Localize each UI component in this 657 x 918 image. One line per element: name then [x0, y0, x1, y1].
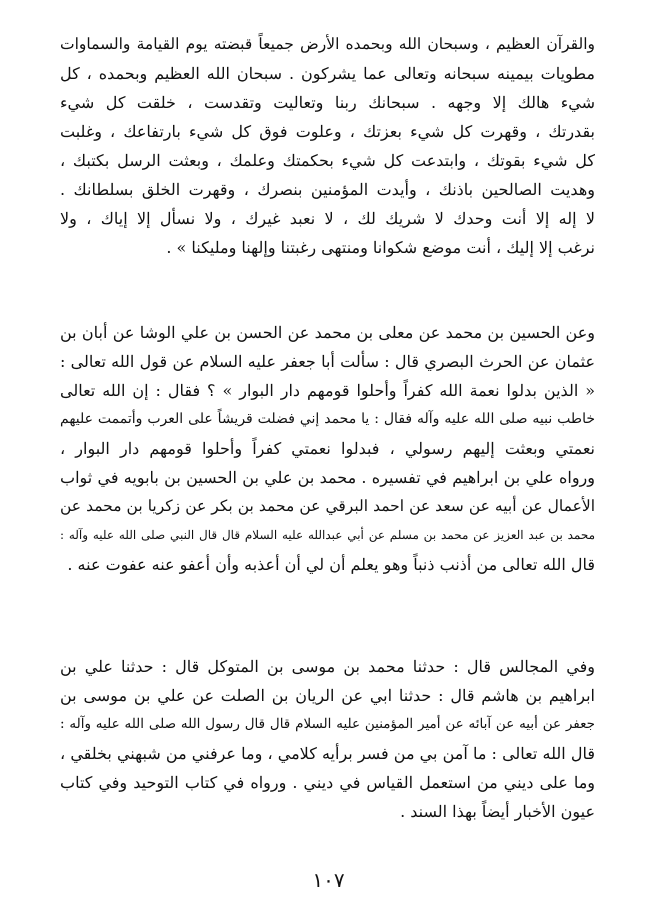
- paragraph-2: [60, 318, 595, 579]
- text-line: عثمان عن الحرث البصري قال : سألت أبا جعفر عليه السلام عن قول الله تعالى :: [60, 352, 595, 371]
- text-line: ابراهيم بن هاشم قال : حدثنا ابي عن الريان بن الصلت عن علي بن موسى بن: [60, 686, 595, 705]
- text-line: نرغب إلا إليك ، أنت موضع شكوانا ومنتهى رغبتنا وإلهنا ومليكنا » .: [166, 238, 595, 257]
- text-line: كل شيء بقوتك ، وابتدعت كل شيء بحكمتك وعلمك ، وبعثت الرسل بكتبك ،: [60, 151, 595, 170]
- page-number: ١٠٧: [312, 868, 345, 892]
- text-line: والقرآن العظيم ، وسبحان الله وبحمده الأرض جميعاً قبضته يوم القيامة والسماوات: [60, 35, 595, 53]
- text-line: قال الله تعالى من أذنب ذنباً وهو يعلم أن لي أن أعذبه وأن أعفو عنه عفوت عنه .: [67, 555, 595, 574]
- text-line: « الذين بدلوا نعمة الله كفراً وأحلوا قومهم دار البوار » ؟ فقال : إن الله تعالى: [60, 381, 595, 400]
- text-line: نعمتي وبعثت إليهم رسولي ، فبدلوا نعمتي كفراً وأحلوا قومهم دار البوار ،: [60, 439, 595, 458]
- text-line: بقدرتك ، وقهرت كل شيء بعزتك ، وعلوت فوق كل شيء بارتفاعك ، وغلبت: [60, 122, 595, 141]
- text-line: عيون الأخبار أيضاً بهذا السند .: [400, 802, 595, 821]
- text-line: خاطب نبيه صلى الله عليه وآله فقال : يا محمد إني فضلت قريشاً على العرب وأتممت عليهم: [60, 411, 595, 427]
- text-line: وهديت الصالحين باذنك ، وأيدت المؤمنين بنصرك ، وقهرت الخلق بسلطانك .: [60, 180, 595, 199]
- text-line: وعن الحسين بن محمد عن معلى بن محمد عن الحسن بن علي الوشا عن أبان بن: [60, 323, 595, 342]
- text-line: وفي المجالس قال : حدثنا محمد بن موسى بن المتوكل قال : حدثنا علي بن: [60, 657, 595, 676]
- text-line: محمد بن عبد العزيز عن محمد بن مسلم عن أبي عبدالله عليه السلام قال قال النبي صلى الله عليه وآله :: [60, 528, 595, 542]
- text-line: وما على ديني من استعمل القياس في ديني . ورواه في كتاب التوحيد وفي كتاب: [60, 773, 595, 792]
- text-line: شيء هالك إلا وجهه . سبحانك ربنا وتعاليت وتقدست ، خلقت كل شيء: [60, 93, 595, 112]
- text-line: الأعمال عن أبيه عن سعد عن احمد البرقي عن محمد بن بكر عن زكريا بن محمد عن: [60, 497, 595, 515]
- paragraph-1: [60, 30, 595, 262]
- text-line: جعفر عن أبيه عن آبائه عن أمير المؤمنين عليه السلام قال قال رسول الله صلى الله عليه وآله :: [60, 716, 595, 732]
- text-line: قال الله تعالى : ما آمن بي من فسر برأيه كلامي ، وما عرفني من شبهني بخلقي ،: [60, 744, 595, 763]
- text-line: مطويات بيمينه سبحانه وتعالى عما يشركون . سبحان الله العظيم وبحمده ، كل: [60, 64, 595, 83]
- paragraph-3: [60, 652, 595, 826]
- text-line: ورواه علي بن ابراهيم في تفسيره . محمد بن علي بن الحسين بن بابويه في ثواب: [60, 468, 595, 487]
- text-line: لا إله إلا أنت وحدك لا شريك لك ، لا نعبد غيرك ، ولا نسأل إلا إياك ، ولا: [60, 209, 595, 228]
